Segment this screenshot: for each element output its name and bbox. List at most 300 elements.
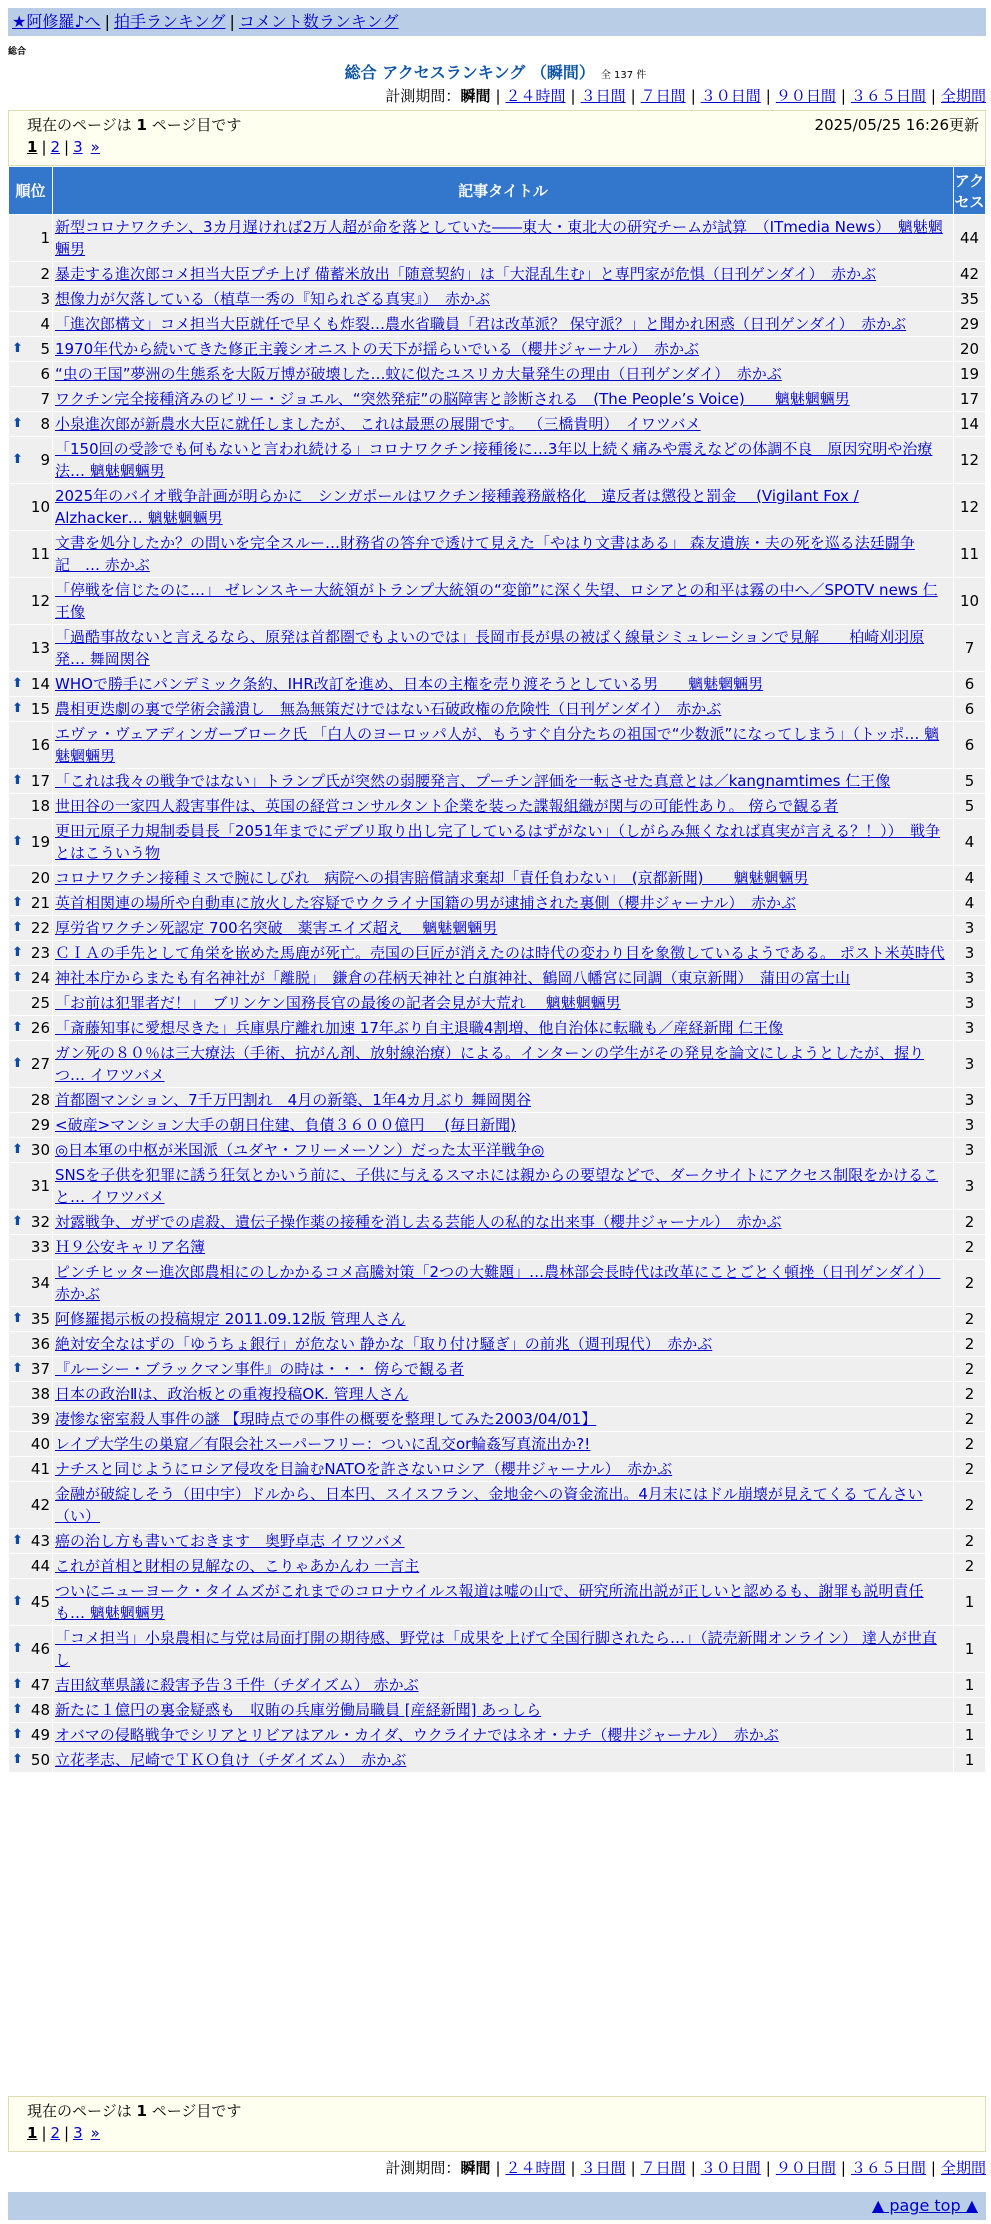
table-row [9, 1138, 986, 1163]
title-cell [53, 1432, 954, 1457]
rank-cell [9, 1260, 53, 1307]
article-title-link[interactable]: 「進次郎構文」コメ担当大臣就任で早くも炸裂…農水省職員「君は改革派？ 保守派？」と聞かれ困惑（日刊ゲンダイ） 赤かぶ [55, 315, 907, 333]
rank-number: 19 [30, 833, 50, 851]
rank-number: 1 [40, 229, 50, 247]
rank-number: 48 [30, 1701, 50, 1719]
period-link[interactable]: ９０日間 [775, 87, 836, 105]
rank-cell [9, 362, 53, 387]
page-link[interactable]: 2 [50, 2124, 61, 2142]
table-row [9, 794, 986, 819]
access-count: 2 [954, 1357, 986, 1382]
rank-cell [9, 1163, 53, 1210]
up-arrow-icon: ⬆ [12, 1594, 23, 1609]
article-title-link[interactable]: 1970年代から続いてきた修正主義シオニストの天下が揺らいでいる（櫻井ジャーナル） 赤かぶ [55, 340, 700, 358]
title-cell [53, 1235, 954, 1260]
rank-number: 45 [30, 1593, 50, 1611]
article-title-link[interactable]: 立花孝志、尼崎でＴＫＯ負け（チダイズム） 赤かぶ [55, 1751, 407, 1769]
rank-number: 33 [30, 1238, 50, 1256]
access-count: 6 [954, 722, 986, 769]
rank-cell [9, 891, 53, 916]
article-title-link[interactable]: 阿修羅掲示板の投稿規定 2011.09.12版 管理人さん [55, 1310, 406, 1328]
rank-number: 5 [40, 340, 50, 358]
article-title-link[interactable]: 英首相関連の場所や自動車に放火した容疑でウクライナ国籍の男が逮捕された裏側（櫻井ジャーナル） 赤かぶ [55, 894, 797, 912]
access-count: 3 [954, 916, 986, 941]
page-link[interactable]: 3 [73, 138, 83, 156]
access-count: 3 [954, 1088, 986, 1113]
up-arrow-icon: ⬆ [12, 416, 23, 431]
table-row [9, 1457, 986, 1482]
period-link[interactable]: ９０日間 [775, 2159, 836, 2177]
rank-number: 22 [30, 919, 50, 937]
access-count: 6 [954, 697, 986, 722]
table-row [9, 1723, 986, 1748]
rank-cell [9, 1626, 53, 1673]
article-title-link[interactable]: 更田元原子力規制委員長「2051年までにデブリ取り出し完了しているはずがない」（しがらみ無くなれば真実が言える？！）） 戦争とはこういう物 [55, 822, 941, 862]
article-title-link[interactable]: 日本の政治Ⅱは、政治板との重複投稿OK. 管理人さん [55, 1385, 409, 1403]
article-title-link[interactable]: 「過酷事故ないと言えるなら、原発は首都圏でもよいのでは」長岡市長が県の被ばく線量シミュレーションで見解 柏崎刈羽原発… 舞岡関谷 [55, 628, 925, 668]
table-row [9, 1235, 986, 1260]
title-cell [53, 1210, 954, 1235]
rank-cell [9, 1138, 53, 1163]
rank-number: 50 [30, 1751, 50, 1769]
rank-number: 39 [30, 1410, 50, 1428]
article-title-link[interactable]: 金融が破綻しそう（田中宇）ドルから、日本円、スイスフラン、金地金への資金流出。4月末にはドル崩壊が見えてくる てんさい（い） [55, 1485, 923, 1525]
article-title-link[interactable]: 「150回の受診でも何もないと言われ続ける」コロナワクチン接種後に…3年以上続く痛みや震えなどの体調不良 原因究明や治療法… 魑魅魍魎男 [55, 440, 933, 480]
period-link[interactable]: ３６５日間 [850, 2159, 926, 2177]
article-title-link[interactable]: 文書を処分したか？の問いを完全スルー…財務省の答弁で透けて見えた「やはり文書はある」 森友遺族・夫の死を巡る法廷闘争記 … 赤かぶ [55, 534, 915, 574]
period-link[interactable]: 全期間 [940, 87, 986, 105]
rank-number: 34 [30, 1274, 50, 1292]
table-row [9, 891, 986, 916]
title-cell [53, 866, 954, 891]
up-arrow-icon: ⬆ [12, 676, 23, 691]
table-row [9, 625, 986, 672]
rank-cell [9, 412, 53, 437]
rank-number: 27 [30, 1055, 50, 1073]
article-title-link[interactable]: 「コメ担当」小泉農相に与党は局面打開の期待感、野党は「成果を上げて全国行脚されたら…」（読売新聞オンライン） 達人が世直し [55, 1629, 937, 1669]
rank-number: 11 [30, 545, 50, 563]
rank-cell [9, 794, 53, 819]
article-title-link[interactable]: ガン死の８０％は三大療法（手術、抗がん剤、放射線治療）による。インターンの学生がその発見を論文にしようとしたが、握りつ… イワツバメ [55, 1044, 925, 1084]
article-title-link[interactable]: ピンチヒッター進次郎農相にのしかかるコメ高騰対策「2つの大難題」…農林部会長時代は改革にことごとく頓挫（日刊ゲンダイ） 赤かぶ [55, 1263, 941, 1303]
table-row [9, 1307, 986, 1332]
up-arrow-icon: ⬆ [12, 920, 23, 935]
rank-cell [9, 1382, 53, 1407]
period-link[interactable]: ３日間 [580, 87, 626, 105]
page-link[interactable]: » [90, 2124, 100, 2142]
header-title: 記事タイトル [53, 167, 954, 215]
table-row [9, 1529, 986, 1554]
rank-number: 21 [30, 894, 50, 912]
title-cell [53, 916, 954, 941]
period-link[interactable]: ２４時間 [505, 87, 566, 105]
period-selector-top: 計測期間：瞬間 | ２４時間 | ３日間 | ７日間 | ３０日間 | ９０日間 | ３６５日間 | 全期間 [385, 87, 986, 105]
table-row [9, 1626, 986, 1673]
article-title-link[interactable]: コロナワクチン接種ミスで腕にしびれ 病院への損害賠償請求棄却「責任負わない」 (京都新聞) 魑魅魍魎男 [55, 869, 809, 887]
table-row [9, 916, 986, 941]
rank-cell [9, 1579, 53, 1626]
page-top-link[interactable]: ▲ page top ▲ [871, 2196, 978, 2215]
up-arrow-icon: ⬆ [12, 1020, 23, 1035]
article-title-link[interactable]: SNSを子供を犯罪に誘う狂気とかいう前に、子供に与えるスマホには親からの要望などで、ダークサイトにアクセス制限をかけること… イワツバメ [55, 1166, 939, 1206]
title-cell [53, 1138, 954, 1163]
access-count: 2 [954, 1529, 986, 1554]
title-cell [53, 1088, 954, 1113]
title-cell [53, 1698, 954, 1723]
rank-number: 2 [40, 265, 50, 283]
title-cell [53, 412, 954, 437]
rank-cell [9, 1673, 53, 1698]
table-row [9, 1748, 986, 1773]
rank-number: 41 [30, 1460, 50, 1478]
ranking-table [8, 166, 986, 1773]
title-cell [53, 819, 954, 866]
title-cell [53, 794, 954, 819]
article-title-link[interactable]: ついにニューヨーク・タイムズがこれまでのコロナウイルス報道は嘘の山で、研究所流出説が正しいと認めるも、謝罪も説明責任も… 魑魅魍魎男 [55, 1582, 924, 1622]
current-page-number: 1 [136, 2102, 147, 2120]
article-title-link[interactable]: 凄惨な密室殺人事件の謎 【現時点での事件の概要を整理してみた2003/04/01】 [55, 1410, 597, 1428]
current-page-text: 現在のページは 1 ページ目です [27, 2102, 242, 2120]
rank-number: 46 [30, 1640, 50, 1658]
table-row [9, 1579, 986, 1626]
table-row [9, 484, 986, 531]
rank-cell [9, 1457, 53, 1482]
rank-cell [9, 1554, 53, 1579]
up-arrow-icon: ⬆ [12, 1533, 23, 1548]
rank-cell [9, 1357, 53, 1382]
rank-number: 6 [40, 365, 50, 383]
period-link[interactable]: ３０日間 [700, 87, 761, 105]
rank-cell [9, 1235, 53, 1260]
article-title-link[interactable]: 想像力が欠落している（植草一秀の『知られざる真実』） 赤かぶ [55, 290, 491, 308]
article-title-link[interactable]: 「斎藤知事に愛想尽きた」兵庫県庁離れ加速 17年ぶり自主退職4割増、他自治体に転職も／産経新聞 仁王像 [55, 1019, 784, 1037]
title-cell [53, 287, 954, 312]
article-title-link[interactable]: 神社本庁からまたも有名神社が「離脱」 鎌倉の荏柄天神社と白旗神社、鶴岡八幡宮に同調（東京新聞） 蒲田の富士山 [55, 969, 851, 987]
rank-number: 36 [30, 1335, 50, 1353]
page-current: 1 [27, 138, 38, 156]
page-info-bottom [8, 2096, 986, 2152]
article-title-link[interactable]: 「停戦を信じたのに…」 ゼレンスキー大統領がトランプ大統領の“変節”に深く失望、ロシアとの和平は霧の中へ／SPOTV news 仁王像 [55, 581, 938, 621]
title-cell [53, 672, 954, 697]
rank-number: 38 [30, 1385, 50, 1403]
article-title-link[interactable]: 癌の治し方も書いておきます 奥野卓志 イワツバメ [55, 1532, 405, 1550]
article-title-link[interactable]: “虫の王国”夢洲の生態系を大阪万博が破壊した…蚊に似たユスリカ大量発生の理由（日刊ゲンダイ） 赤かぶ [55, 365, 782, 383]
rank-number: 47 [30, 1676, 50, 1694]
title-cell [53, 1529, 954, 1554]
table-row [9, 769, 986, 794]
article-title-link[interactable]: 首都圏マンション、7千万円割れ 4月の新築、1年4カ月ぶり 舞岡関谷 [55, 1091, 532, 1109]
period-link[interactable]: ３０日間 [700, 2159, 761, 2177]
page-link[interactable]: » [90, 138, 100, 156]
page-link[interactable]: 2 [50, 138, 61, 156]
top-nav-bar: ★阿修羅♪へ | 拍手ランキング | コメント数ランキング [8, 8, 986, 36]
rank-cell [9, 769, 53, 794]
period-current: 瞬間 [460, 87, 491, 105]
title-cell [53, 1482, 954, 1529]
title-cell [53, 337, 954, 362]
access-count: 2 [954, 1482, 986, 1529]
access-count: 2 [954, 1457, 986, 1482]
title-cell [53, 387, 954, 412]
article-title-link[interactable]: 新型コロナワクチン、3カ月遅ければ2万人超が命を落としていた――東大・東北大の研究チームが試算 （ITmedia News） 魑魅魍魎男 [55, 218, 943, 258]
access-count: 2 [954, 1307, 986, 1332]
rank-cell [9, 1529, 53, 1554]
access-count: 3 [954, 966, 986, 991]
table-row [9, 312, 986, 337]
table-row [9, 578, 986, 625]
rank-cell [9, 484, 53, 531]
nav-asyura-link[interactable]: ★阿修羅♪へ [12, 12, 101, 31]
pagination: 1 | 2 | 3 » [27, 138, 100, 156]
table-row [9, 215, 986, 262]
period-label: 計測期間： [385, 87, 461, 105]
rank-cell [9, 337, 53, 362]
ranking-title [0, 60, 991, 83]
rank-cell [9, 1748, 53, 1773]
table-row [9, 437, 986, 484]
rank-cell [9, 1113, 53, 1138]
rank-number: 37 [30, 1360, 50, 1378]
article-title-link[interactable]: 暴走する進次郎コメ担当大臣プチ上げ 備蓄米放出「随意契約」は「大混乱生む」と専門家が危惧（日刊ゲンダイ） 赤かぶ [55, 265, 877, 283]
access-count: 2 [954, 1554, 986, 1579]
access-count: 2 [954, 1332, 986, 1357]
rank-number: 10 [30, 498, 50, 516]
access-count: 1 [954, 1579, 986, 1626]
access-count: 4 [954, 891, 986, 916]
rank-cell [9, 697, 53, 722]
rank-number: 35 [30, 1310, 50, 1328]
article-title-link[interactable]: 小泉進次郎が新農水大臣に就任しましたが、 これは最悪の展開です。 （三橋貴明） イワツバメ [55, 415, 701, 433]
article-title-link[interactable]: 厚労省ワクチン死認定 700名突破 薬害エイズ超え 魑魅魍魎男 [55, 919, 498, 937]
table-row [9, 412, 986, 437]
access-count: 2 [954, 1382, 986, 1407]
article-title-link[interactable]: 世田谷の一家四人殺害事件は、英国の経営コンサルタント企業を装った諜報組織が関与の可能性あり。 傍らで観る者 [55, 797, 839, 815]
table-row [9, 697, 986, 722]
table-row [9, 1357, 986, 1382]
article-title-link[interactable]: オバマの侵略戦争でシリアとリビアはアル・カイダ、ウクライナではネオ・ナチ（櫻井ジャーナル） 赤かぶ [55, 1726, 779, 1744]
article-title-link[interactable]: レイプ大学生の巣窟／有限会社スーパーフリー：ついに乱交or輪姦写真流出か?! [55, 1435, 591, 1453]
access-count: 1 [954, 1698, 986, 1723]
title-cell [53, 625, 954, 672]
article-title-link[interactable]: 対露戦争、ガザでの虐殺、遺伝子操作薬の接種を消し去る芸能人の私的な出来事（櫻井ジャーナル） 赤かぶ [55, 1213, 782, 1231]
title-cell [53, 1626, 954, 1673]
rank-cell [9, 916, 53, 941]
access-count: 3 [954, 991, 986, 1016]
rank-number: 40 [30, 1435, 50, 1453]
access-count: 17 [954, 387, 986, 412]
access-count: 7 [954, 625, 986, 672]
table-row [9, 1016, 986, 1041]
table-row [9, 287, 986, 312]
access-count: 12 [954, 484, 986, 531]
table-row [9, 1698, 986, 1723]
table-row [9, 1382, 986, 1407]
table-row [9, 1163, 986, 1210]
article-title-link[interactable]: 吉田紋華県議に殺害予告３千件（チダイズム） 赤かぶ [55, 1676, 419, 1694]
current-page-text: 現在のページは 1 ページ目です [27, 116, 242, 134]
table-row [9, 1210, 986, 1235]
rank-number: 49 [30, 1726, 50, 1744]
rank-number: 7 [40, 390, 50, 408]
access-count: 3 [954, 941, 986, 966]
title-cell [53, 769, 954, 794]
rank-number: 30 [30, 1141, 50, 1159]
rank-number: 15 [30, 700, 50, 718]
article-title-link[interactable]: ＣＩＡの手先として角栄を嵌めた馬鹿が死亡。売国の巨匠が消えたのは時代の変わり目を象徴しているようである。 ポスト米英時代 [55, 944, 945, 962]
up-arrow-icon: ⬆ [12, 1702, 23, 1717]
table-row [9, 1482, 986, 1529]
title-cell [53, 1382, 954, 1407]
rank-cell [9, 262, 53, 287]
up-arrow-icon: ⬆ [12, 1677, 23, 1692]
article-title-link[interactable]: 『ルーシー・ブラックマン事件』の時は・・・ 傍らで観る者 [55, 1360, 465, 1378]
table-row [9, 1260, 986, 1307]
rank-cell [9, 819, 53, 866]
rank-cell [9, 625, 53, 672]
table-row [9, 1088, 986, 1113]
rank-cell [9, 1041, 53, 1088]
table-row [9, 866, 986, 891]
rank-cell [9, 672, 53, 697]
article-title-link[interactable]: ワクチン完全接種済みのビリー・ジョエル、“突然発症”の脳障害と診断される (The People’s Voice) 魑魅魍魎男 [55, 390, 850, 408]
rank-number: 14 [30, 675, 50, 693]
rank-cell [9, 1432, 53, 1457]
nav-clap-ranking-link[interactable]: 拍手ランキング [113, 12, 226, 31]
table-row [9, 1113, 986, 1138]
rank-number: 25 [30, 994, 50, 1012]
article-title-link[interactable]: 農相更迭劇の裏で学術会議潰し 無為無策だけではない石破政権の危険性（日刊ゲンダイ） 赤かぶ [55, 700, 722, 718]
access-count: 12 [954, 437, 986, 484]
access-count: 35 [954, 287, 986, 312]
article-title-link[interactable]: <破産>マンション大手の朝日住建、負債３６００億円 (毎日新聞) [55, 1116, 516, 1134]
access-count: 29 [954, 312, 986, 337]
up-arrow-icon: ⬆ [12, 1056, 23, 1071]
rank-number: 8 [40, 415, 50, 433]
period-link[interactable]: 全期間 [940, 2159, 986, 2177]
period-link[interactable]: ７日間 [640, 2159, 686, 2177]
rank-cell [9, 1482, 53, 1529]
up-arrow-icon: ⬆ [12, 773, 23, 788]
rank-cell [9, 1698, 53, 1723]
rank-number: 29 [30, 1116, 50, 1134]
title-cell [53, 1041, 954, 1088]
article-title-link[interactable]: これが首相と財相の見解なの、こりゃあかんわ 一言主 [55, 1557, 420, 1575]
rank-number: 4 [40, 315, 50, 333]
title-cell [53, 1723, 954, 1748]
table-row [9, 387, 986, 412]
period-link[interactable]: ２４時間 [505, 2159, 566, 2177]
article-title-link[interactable]: Ｈ９公安キャリア名簿 [55, 1238, 206, 1256]
title-cell [53, 1748, 954, 1773]
table-header-row [9, 167, 986, 215]
table-row [9, 722, 986, 769]
title-cell [53, 578, 954, 625]
table-row [9, 1332, 986, 1357]
table-row [9, 819, 986, 866]
title-cell [53, 1260, 954, 1307]
rank-number: 42 [30, 1496, 50, 1514]
title-cell [53, 262, 954, 287]
rank-cell [9, 941, 53, 966]
rank-number: 28 [30, 1091, 50, 1109]
title-cell [53, 215, 954, 262]
page-info-top [8, 110, 986, 166]
article-title-link[interactable]: 絶対安全なはずの「ゆうちょ銀行」が危ない 静かな「取り付け騒ぎ」の前兆（週刊現代） 赤かぶ [55, 1335, 713, 1353]
page-title: 総合 アクセスランキング （瞬間） [344, 63, 595, 82]
rank-number: 23 [30, 944, 50, 962]
article-title-link[interactable]: 「これは我々の戦争ではない」トランプ氏が突然の弱腰発言、プーチン評価を一転させた真意とは／kangnamtimes 仁王像 [55, 772, 891, 790]
article-title-link[interactable]: ナチスと同じようにロシア侵攻を目論むNATOを許さないロシア（櫻井ジャーナル） 赤かぶ [55, 1460, 673, 1478]
title-cell [53, 1673, 954, 1698]
article-title-link[interactable]: 「お前は犯罪者だ！」 ブリンケン国務長官の最後の記者会見が大荒れ 魑魅魍魎男 [55, 994, 621, 1012]
period-label: 計測期間： [385, 2159, 461, 2177]
title-cell [53, 484, 954, 531]
up-arrow-icon: ⬆ [12, 452, 23, 467]
access-count: 6 [954, 672, 986, 697]
article-title-link[interactable]: 新たに１億円の裏金疑惑も 収賄の兵庫労働局職員 [産経新聞] あっしら [55, 1701, 542, 1719]
current-page-number: 1 [136, 116, 147, 134]
title-cell [53, 891, 954, 916]
table-row [9, 991, 986, 1016]
page-link[interactable]: 3 [73, 2124, 83, 2142]
period-link[interactable]: ３６５日間 [850, 87, 926, 105]
access-count: 2 [954, 1210, 986, 1235]
rank-number: 3 [40, 290, 50, 308]
table-row [9, 337, 986, 362]
access-count: 20 [954, 337, 986, 362]
bottom-bar [8, 2192, 986, 2220]
rank-cell [9, 578, 53, 625]
rank-cell [9, 387, 53, 412]
access-count: 4 [954, 866, 986, 891]
nav-comment-ranking-link[interactable]: コメント数ランキング [238, 12, 399, 31]
up-arrow-icon: ⬆ [12, 945, 23, 960]
article-title-link[interactable]: 2025年のバイオ戦争計画が明らかに シンガポールはワクチン接種義務厳格化 違反者は懲役と罰金 (Vigilant Fox / Alzhacker… 魑魅魍魎男 [55, 487, 859, 527]
rank-cell [9, 991, 53, 1016]
rank-number: 43 [30, 1532, 50, 1550]
rank-cell [9, 966, 53, 991]
pagination: 1 | 2 | 3 » [27, 2124, 100, 2142]
title-cell [53, 1163, 954, 1210]
article-title-link[interactable]: WHOで勝手にパンデミック条約、IHR改訂を進め、日本の主権を売り渡そうとしている男 魑魅魍魎男 [55, 675, 764, 693]
rank-number: 9 [40, 451, 50, 469]
table-row [9, 672, 986, 697]
rank-cell [9, 1407, 53, 1432]
title-cell [53, 1332, 954, 1357]
title-cell [53, 941, 954, 966]
title-cell [53, 362, 954, 387]
access-count: 1 [954, 1748, 986, 1773]
rank-cell [9, 215, 53, 262]
up-arrow-icon: ⬆ [12, 970, 23, 985]
table-row [9, 531, 986, 578]
total-count: 全 137 件 [600, 70, 647, 81]
rank-cell [9, 531, 53, 578]
rank-number: 17 [30, 772, 50, 790]
article-title-link[interactable]: エヴァ・ヴェアディンガーブローク氏 「白人のヨーロッパ人が、もうすぐ自分たちの祖国で“少数派”になってしまう」（トッポ… 魑魅魍魎男 [55, 725, 940, 765]
rank-cell [9, 1723, 53, 1748]
rank-cell [9, 1210, 53, 1235]
article-title-link[interactable]: ◎日本軍の中枢が米国派（ユダヤ・フリーメーソン）だった太平洋戦争◎ [55, 1141, 545, 1159]
title-cell [53, 697, 954, 722]
access-count: 44 [954, 215, 986, 262]
period-link[interactable]: ３日間 [580, 2159, 626, 2177]
period-link[interactable]: ７日間 [640, 87, 686, 105]
genre-label: 総合 [8, 47, 27, 57]
rank-number: 16 [30, 736, 50, 754]
rank-cell [9, 437, 53, 484]
up-arrow-icon: ⬆ [12, 1214, 23, 1229]
